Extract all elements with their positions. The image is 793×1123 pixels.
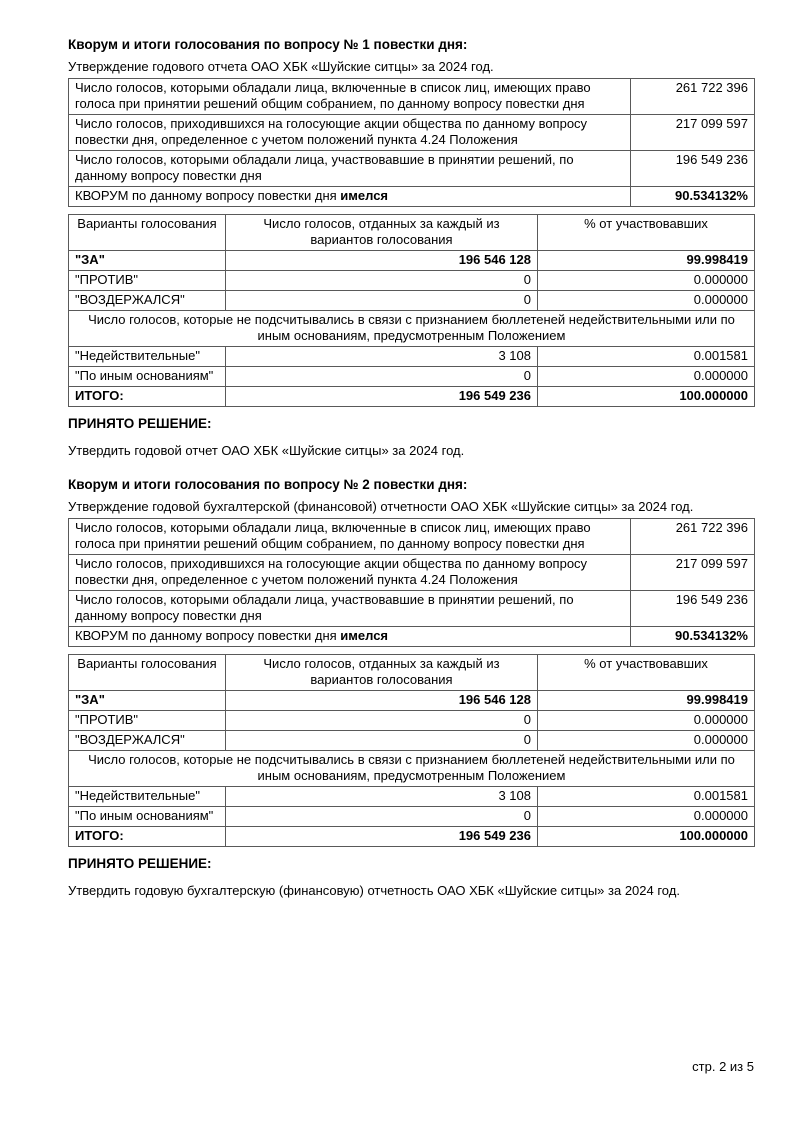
votes-row-invalid [69,787,755,807]
quorum-row [69,591,755,627]
votes-header-variant: Варианты голосования [69,655,226,691]
quorum-value: 261 722 396 [631,79,755,115]
voting-section-2 [68,476,754,899]
vote-count: 0 [226,367,538,387]
vote-variant: "По иным основаниям" [69,807,226,827]
decision-heading: ПРИНЯТО РЕШЕНИЕ: [68,856,212,871]
decision-text: Утвердить годовую бухгалтерскую (финансовую) отчетность ОАО ХБК «Шуйские ситцы» за 2024 год. [68,883,680,898]
vote-count: 196 546 128 [226,251,538,271]
vote-variant: "Недействительные" [69,347,226,367]
quorum-value: 196 549 236 [631,151,755,187]
vote-count: 3 108 [226,347,538,367]
vote-percent: 0.000000 [538,271,755,291]
votes-header-percent: % от участвовавших [538,655,755,691]
votes-row-za [69,691,755,711]
quorum-row [69,519,755,555]
quorum-result-row [69,627,755,647]
total-count: 196 549 236 [226,387,538,407]
vote-variant: "По иным основаниям" [69,367,226,387]
quorum-table [68,78,755,207]
votes-row-za [69,251,755,271]
votes-row-protiv [69,271,755,291]
quorum-value: 196 549 236 [631,591,755,627]
section-title: Кворум и итоги голосования по вопросу № 2 повестки дня: [68,477,468,492]
vote-count: 0 [226,711,538,731]
quorum-value: 217 099 597 [631,115,755,151]
vote-percent: 0.000000 [538,807,755,827]
vote-percent: 0.000000 [538,367,755,387]
votes-header-count: Число голосов, отданных за каждый из вариантов голосования [226,655,538,691]
votes-row-other [69,367,755,387]
vote-percent: 99.998419 [538,691,755,711]
quorum-label: Число голосов, которыми обладали лица, включенные в список лиц, имеющих право голоса при принятии решений общим собранием, по данному вопросу повестки дня [69,519,631,555]
votes-table [68,654,755,847]
votes-table [68,214,755,407]
quorum-label: Число голосов, которыми обладали лица, участвовавшие в принятии решений, по данному вопросу повестки дня [69,151,631,187]
votes-header-row [69,655,755,691]
quorum-status: имелся [340,628,389,643]
total-label: ИТОГО: [69,387,226,407]
quorum-status: имелся [340,188,389,203]
decision-heading: ПРИНЯТО РЕШЕНИЕ: [68,416,212,431]
votes-row-protiv [69,711,755,731]
vote-variant: "ВОЗДЕРЖАЛСЯ" [69,731,226,751]
vote-variant: "ВОЗДЕРЖАЛСЯ" [69,291,226,311]
total-label: ИТОГО: [69,827,226,847]
quorum-result-label-text: КВОРУМ по данному вопросу повестки дня [75,628,341,643]
votes-row-invalid [69,347,755,367]
total-percent: 100.000000 [538,827,755,847]
uncounted-note: Число голосов, которые не подсчитывались в связи с признанием бюллетеней недействительными или по иным основаниям, предусмотренным Положением [69,751,755,787]
vote-percent: 99.998419 [538,251,755,271]
vote-count: 3 108 [226,787,538,807]
agenda-item-text: Утверждение годовой бухгалтерской (финансовой) отчетности ОАО ХБК «Шуйские ситцы» за 2024 год. [68,499,694,514]
agenda-item-text: Утверждение годового отчета ОАО ХБК «Шуйские ситцы» за 2024 год. [68,59,494,74]
quorum-label: Число голосов, приходившихся на голосующие акции общества по данному вопросу повестки дня, определенное с учетом положений пункта 4.24 Положения [69,555,631,591]
page-number: стр. 2 из 5 [692,1059,754,1074]
votes-header-count: Число голосов, отданных за каждый из вариантов голосования [226,215,538,251]
uncounted-note-row [69,751,755,787]
vote-variant: "ЗА" [69,251,226,271]
vote-variant: "Недействительные" [69,787,226,807]
vote-percent: 0.000000 [538,731,755,751]
section-title: Кворум и итоги голосования по вопросу № 1 повестки дня: [68,37,468,52]
quorum-percent: 90.534132% [631,627,755,647]
total-percent: 100.000000 [538,387,755,407]
vote-variant: "ПРОТИВ" [69,711,226,731]
votes-header-percent: % от участвовавших [538,215,755,251]
total-row [69,827,755,847]
quorum-label: Число голосов, которыми обладали лица, участвовавшие в принятии решений, по данному вопросу повестки дня [69,591,631,627]
quorum-label: Число голосов, которыми обладали лица, включенные в список лиц, имеющих право голоса при принятии решений общим собранием, по данному вопросу повестки дня [69,79,631,115]
vote-count: 0 [226,731,538,751]
votes-row-vozderzhalsya [69,731,755,751]
vote-count: 0 [226,291,538,311]
voting-section-1 [68,36,754,459]
quorum-result-label [69,627,631,647]
quorum-label: Число голосов, приходившихся на голосующие акции общества по данному вопросу повестки дня, определенное с учетом положений пункта 4.24 Положения [69,115,631,151]
quorum-row [69,555,755,591]
vote-variant: "ЗА" [69,691,226,711]
quorum-value: 261 722 396 [631,519,755,555]
quorum-row [69,79,755,115]
total-count: 196 549 236 [226,827,538,847]
quorum-percent: 90.534132% [631,187,755,207]
quorum-table [68,518,755,647]
vote-percent: 0.000000 [538,711,755,731]
vote-percent: 0.001581 [538,787,755,807]
votes-row-vozderzhalsya [69,291,755,311]
quorum-row [69,115,755,151]
vote-percent: 0.001581 [538,347,755,367]
votes-row-other [69,807,755,827]
votes-header-variant: Варианты голосования [69,215,226,251]
vote-count: 0 [226,807,538,827]
quorum-row [69,151,755,187]
quorum-result-label-text: КВОРУМ по данному вопросу повестки дня [75,188,341,203]
vote-count: 196 546 128 [226,691,538,711]
vote-count: 0 [226,271,538,291]
vote-variant: "ПРОТИВ" [69,271,226,291]
uncounted-note: Число голосов, которые не подсчитывались в связи с признанием бюллетеней недействительными или по иным основаниям, предусмотренным Положением [69,311,755,347]
votes-header-row [69,215,755,251]
quorum-value: 217 099 597 [631,555,755,591]
total-row [69,387,755,407]
quorum-result-label [69,187,631,207]
vote-percent: 0.000000 [538,291,755,311]
uncounted-note-row [69,311,755,347]
decision-text: Утвердить годовой отчет ОАО ХБК «Шуйские ситцы» за 2024 год. [68,443,465,458]
quorum-result-row [69,187,755,207]
